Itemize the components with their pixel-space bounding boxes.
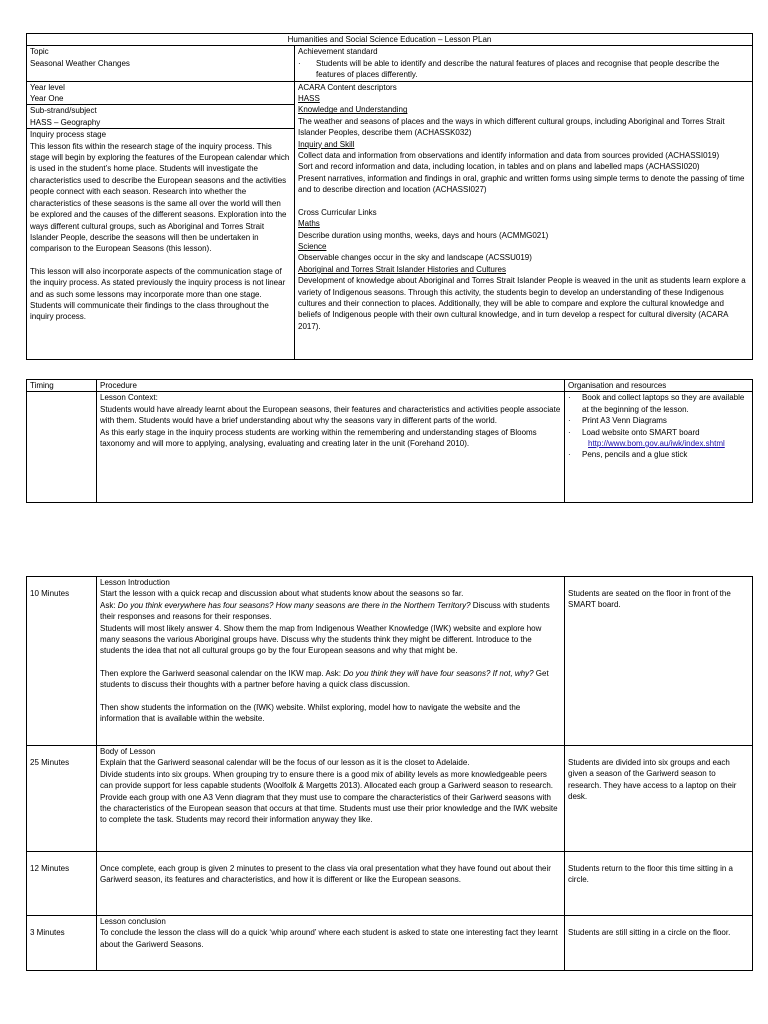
introduction-heading: Lesson Introduction (100, 578, 170, 587)
year-level-label: Year level (30, 82, 65, 92)
introduction-ask (100, 600, 561, 623)
hass-heading: HASS (298, 94, 320, 104)
inquiry-stage-cell (27, 129, 295, 360)
body-text-2: Divide students into six groups. When grouping try to ensure there is a good mix of ability levels as more knowledgeable peers can provide support for less capable students (Woolfolk & Margetts 2013). Allocated each group a Gariwerd season to research. Provide each group with one A3 Venn diagram that they must use to compare the characteristics of their Gariwerd seasons with the characteristics of the European season that occurs at that time. Students must use their prior knowledge and the IWK website to complete the task. Students may record their information anyway they like. (100, 769, 558, 825)
cross-curricular-heading: Cross Curricular Links (298, 207, 377, 217)
body-procedure (97, 746, 565, 852)
body-organisation (565, 746, 753, 852)
maths-text: Describe duration using months, weeks, days and hours (ACMMG021) (298, 230, 549, 240)
organisation-text: Students return to the floor this time sitting in a circle. (568, 864, 733, 885)
sub-strand-value: HASS – Geography (30, 117, 101, 127)
organisation-text: Students are seated on the floor in front of the SMART board. (568, 589, 731, 610)
achievement-cell (295, 46, 753, 81)
conclusion-time (27, 916, 97, 971)
resource-text: Book and collect laptops so they are available at the beginning of the lesson. (582, 393, 745, 414)
presentation-text: Once complete, each group is given 2 minutes to present to the class via oral presentation what they have found out about their Gariwerd season, its features and characteristics, and how it is different or like the European seasons. (100, 864, 551, 885)
knowledge-understanding-text: The weather and seasons of places and the ways in which different cultural groups, including Aboriginal and Torres Strait Islander Peoples, describe them (ACHASSK032) (298, 116, 725, 138)
resource-text: Load website onto SMART board (582, 427, 700, 437)
body-row (27, 746, 753, 852)
bullet-icon: · (298, 58, 301, 68)
bullet-icon: · (568, 427, 571, 437)
lesson-context-row (27, 392, 753, 503)
procedure-header: Procedure (97, 380, 565, 392)
bom-iwk-link[interactable]: http://www.bom.gov.au/iwk/index.shtml (588, 439, 725, 449)
document-title: Humanities and Social Science Education – Lesson PLan (27, 34, 753, 46)
bullet-icon: · (568, 393, 571, 403)
inquiry-stage-paragraph-2: This lesson will also incorporate aspects of the communication stage of the inquiry process. As stated previously the inquiry process is not linear and as such some lessons may incorporate more than one stage. Students will communicate their findings to the class throughout the inquiry process. (30, 266, 286, 322)
inquiry-stage-paragraph-1: This lesson fits within the research stage of the inquiry process. This stage will begin by exploring the features of the European calendar which is used in the student’s home place. Students will investigate the characteristics used to describe the European seasons and the activities people connect with each season. Research into whether the characteristics of these seasons is the same all over the world will then be explored and the causes of the different seasons. Exploration into the ways different cultural groups, such as Aboriginal and Torres Strait Islander People, describe the seasons will then be undertaken in comparison to the European Seasons (this lesson). (30, 141, 290, 254)
introduction-procedure (97, 577, 565, 746)
maths-heading: Maths (298, 219, 320, 229)
acara-cell (295, 81, 753, 360)
bullet-icon: · (568, 416, 571, 426)
introduction-line-4 (100, 668, 561, 691)
skill-item-1: Collect data and information from observations and identify information and data from sources provided (ACHASSI019) (298, 151, 720, 161)
introduction-time (27, 577, 97, 746)
gariwerd-ask-tail: Get students to discuss their thoughts with a partner before having a quick class discussion. (100, 668, 549, 690)
topic-label: Topic (30, 47, 49, 57)
context-procedure-cell (97, 392, 565, 503)
procedure-table-page1 (26, 379, 753, 503)
atsi-heading: Aboriginal and Torres Strait Islander Histories and Cultures (298, 264, 506, 274)
inquiry-skill-heading: Inquiry and Skill (298, 139, 355, 149)
presentation-procedure (97, 852, 565, 916)
procedure-table-page2 (26, 576, 753, 971)
time-text: 3 Minutes (30, 928, 65, 937)
year-level-cell (27, 81, 295, 105)
resource-item (568, 427, 749, 438)
topic-value: Seasonal Weather Changes (30, 58, 130, 68)
gariwerd-ask-question: Do you think they will have four seasons? If not, why? (343, 668, 534, 678)
lesson-context-heading: Lesson Context: (100, 393, 158, 403)
resource-text: Print A3 Venn Diagrams (582, 416, 667, 426)
resource-item (568, 415, 749, 426)
sub-strand-cell (27, 105, 295, 129)
lesson-plan-top-table (26, 33, 753, 360)
conclusion-procedure (97, 916, 565, 971)
organisation-header: Organisation and resources (565, 380, 753, 392)
resource-item (568, 449, 749, 460)
presentation-time (27, 852, 97, 916)
knowledge-understanding-heading: Knowledge and Understanding (298, 105, 408, 115)
introduction-line-1: Start the lesson with a quick recap and discussion about what students know about the seasons so far. (100, 589, 464, 599)
organisation-text: Students are divided into six groups and each given a season of the Gariwerd season to research. They have access to a laptop on their desk. (568, 758, 737, 802)
resource-item (568, 392, 749, 415)
achievement-label: Achievement standard (298, 47, 378, 57)
science-text: Observable changes occur in the sky and landscape (ACSSU019) (298, 253, 532, 263)
body-heading: Body of Lesson (100, 747, 156, 756)
lesson-context-paragraph-1: Students would have already learnt about the European seasons, their features and characteristics and activities people associate with them. Students would have a brief understanding about why the seasons vary in different parts of the world. (100, 404, 561, 426)
resource-text: Pens, pencils and a glue stick (582, 450, 688, 460)
conclusion-text: To conclude the lesson the class will do a quick ‘whip around’ where each student is asked to state one interesting fact they learnt about the Gariwerd Seasons. (100, 928, 558, 949)
introduction-organisation (565, 577, 753, 746)
lesson-context-paragraph-2: As this early stage in the inquiry process students are working within the remembering and understanding stages of Blooms taxonomy and will more to applying, analysing, evaluating and creating later in the unit (Forehand 2010). (100, 427, 537, 449)
introduction-line-3: Students will most likely answer 4. Show them the map from Indigenous Weather Knowledge (IWK) website and explore how many seasons the various Aboriginal groups have. Discuss why the students think they might be different. Introduce to the students the idea that not all cultural groups go by the four European seasons and why that might be. (100, 623, 542, 656)
timing-header: Timing (27, 380, 97, 392)
procedure-header-row (27, 380, 753, 392)
achievement-text: Students will be able to identify and describe the natural features of places and recognise that people describe the features of places differently. (316, 58, 720, 80)
inquiry-stage-label: Inquiry process stage (30, 130, 107, 140)
conclusion-organisation (565, 916, 753, 971)
ask-tail: Discuss with students their responses and reasons for their responses. (100, 600, 550, 622)
introduction-row (27, 577, 753, 746)
presentation-organisation (565, 852, 753, 916)
achievement-bullet-item (298, 58, 749, 81)
conclusion-row (27, 916, 753, 971)
conclusion-heading: Lesson conclusion (100, 917, 166, 926)
skill-item-3: Present narratives, information and findings in oral, graphic and written forms using simple terms to denote the passing of time and to describe direction and location (ACHASSI027) (298, 173, 745, 195)
body-time (27, 746, 97, 852)
science-heading: Science (298, 241, 327, 251)
presentation-row (27, 852, 753, 916)
ask-label: Ask: (100, 600, 118, 610)
context-resources-cell (565, 392, 753, 503)
context-timing-cell (27, 392, 97, 503)
time-text: 25 Minutes (30, 758, 70, 767)
ask-question: Do you think everywhere has four seasons? How many seasons are there in the Northern Territory? (117, 600, 471, 610)
gariwerd-ask-label: Then explore the Gariwerd seasonal calendar on the IKW map. Ask: (100, 668, 344, 678)
introduction-line-5: Then show students the information on the (IWK) website. Whilst exploring, model how to navigate the website and the information that is available within the website. (100, 702, 521, 724)
acara-label: ACARA Content descriptors (298, 82, 397, 92)
title-row (27, 34, 753, 46)
body-text-1: Explain that the Gariwerd seasonal calendar will be the focus of our lesson as it is the closet to Adelaide. (100, 758, 470, 768)
sub-strand-label: Sub-strand/subject (30, 106, 97, 116)
atsi-text: Development of knowledge about Aboriginal and Torres Strait Islander People is weaved in the unit as students learn explore a variety of Indigenous seasons. Through this activity, the students begin to develop an understanding of these Indigenous cultures and their connection to places. Additionally, they will be able to compare and explore the cultural knowledge and beliefs of Indigenous people with their own cultural knowledge, and in turn develop a respect for cultural diversity (ACARA 2017). (298, 276, 746, 331)
topic-cell (27, 46, 295, 81)
organisation-text: Students are still sitting in a circle on the floor. (568, 928, 731, 937)
time-text: 12 Minutes (30, 864, 70, 873)
skill-item-2: Sort and record information and data, including location, in tables and on plans and labelled maps (ACHASSI020) (298, 162, 700, 172)
year-level-value: Year One (30, 94, 64, 104)
time-text: 10 Minutes (30, 589, 70, 598)
bullet-icon: · (568, 450, 571, 460)
